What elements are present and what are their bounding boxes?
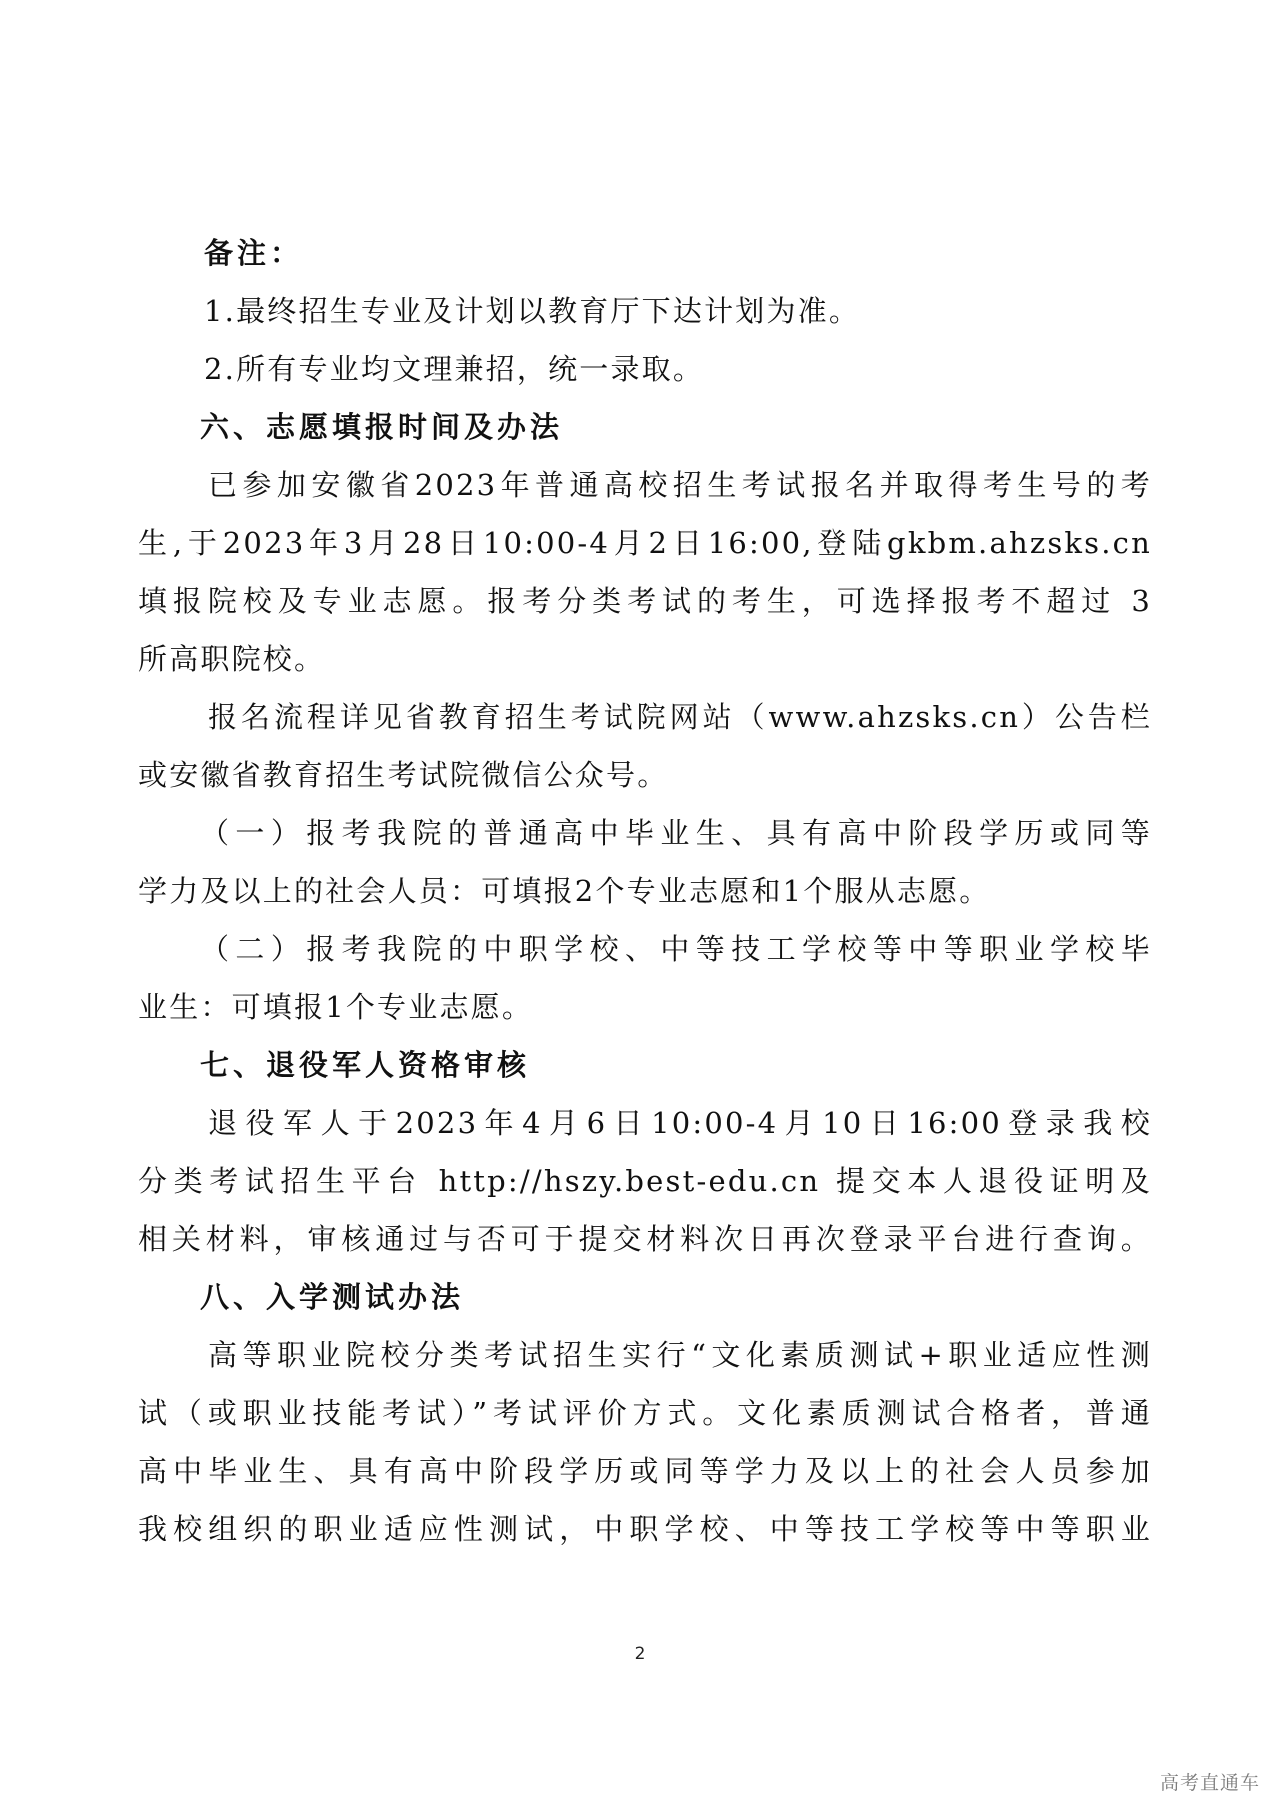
section-6-para3-line1: （一）报考我院的普通高中毕业生、具有高中阶段学历或同等 (200, 816, 1152, 850)
document-body (138, 224, 1152, 1558)
note-item-1: 1.最终招生专业及计划以教育厅下达计划为准。 (204, 294, 861, 328)
section-6-para1-line3: 填报院校及专业志愿。报考分类考试的考生，可选择报考不超过 3 (138, 584, 1152, 618)
section-8-para1-line1: 高等职业院校分类考试招生实行“文化素质测试+职业适应性测 (208, 1338, 1152, 1372)
section-6-heading: 六、志愿填报时间及办法 (200, 410, 564, 444)
section-7-para1-line3: 相关材料，审核通过与否可于提交材料次日再次登录平台进行查询。 (138, 1222, 1152, 1256)
section-7-heading: 七、退役军人资格审核 (200, 1048, 531, 1082)
section-6-para1-line4: 所高职院校。 (138, 642, 326, 676)
notes-heading: 备注： (204, 236, 304, 270)
page-number: 2 (634, 1644, 646, 1664)
section-6-para1-line1: 已参加安徽省2023年普通高校招生考试报名并取得考生号的考 (208, 468, 1152, 502)
section-6-para4-line1: （二）报考我院的中职学校、中等技工学校等中等职业学校毕 (200, 932, 1152, 966)
section-7-para1-line1: 退役军人于2023年4月6日10:00-4月10日16:00登录我校 (208, 1106, 1152, 1140)
section-8-para1-line3: 高中毕业生、具有高中阶段学历或同等学力及以上的社会人员参加 (138, 1454, 1152, 1488)
section-6-para2-line1: 报名流程详见省教育招生考试院网站（www.ahzsks.cn）公告栏 (208, 700, 1152, 734)
section-6-para3-line2: 学力及以上的社会人员：可填报2个专业志愿和1个服从志愿。 (138, 874, 991, 908)
section-6-para2-line2: 或安徽省教育招生考试院微信公众号。 (138, 758, 669, 792)
section-6-para4-line2: 业生：可填报1个专业志愿。 (138, 990, 534, 1024)
section-8-para1-line2: 试（或职业技能考试）”考试评价方式。文化素质测试合格者，普通 (138, 1396, 1152, 1430)
note-item-2: 2.所有专业均文理兼招，统一录取。 (204, 352, 705, 386)
section-8-para1-line4: 我校组织的职业适应性测试，中职学校、中等技工学校等中等职业 (138, 1512, 1152, 1546)
watermark: 高考直通车 (1159, 1772, 1260, 1794)
section-7-para1-line2: 分类考试招生平台 http://hszy.best-edu.cn 提交本人退役证明及 (138, 1164, 1152, 1198)
section-8-heading: 八、入学测试办法 (200, 1280, 465, 1314)
section-6-para1-line2: 生,于2023年3月28日10:00-4月2日16:00,登陆gkbm.ahzsks.cn (138, 526, 1152, 560)
